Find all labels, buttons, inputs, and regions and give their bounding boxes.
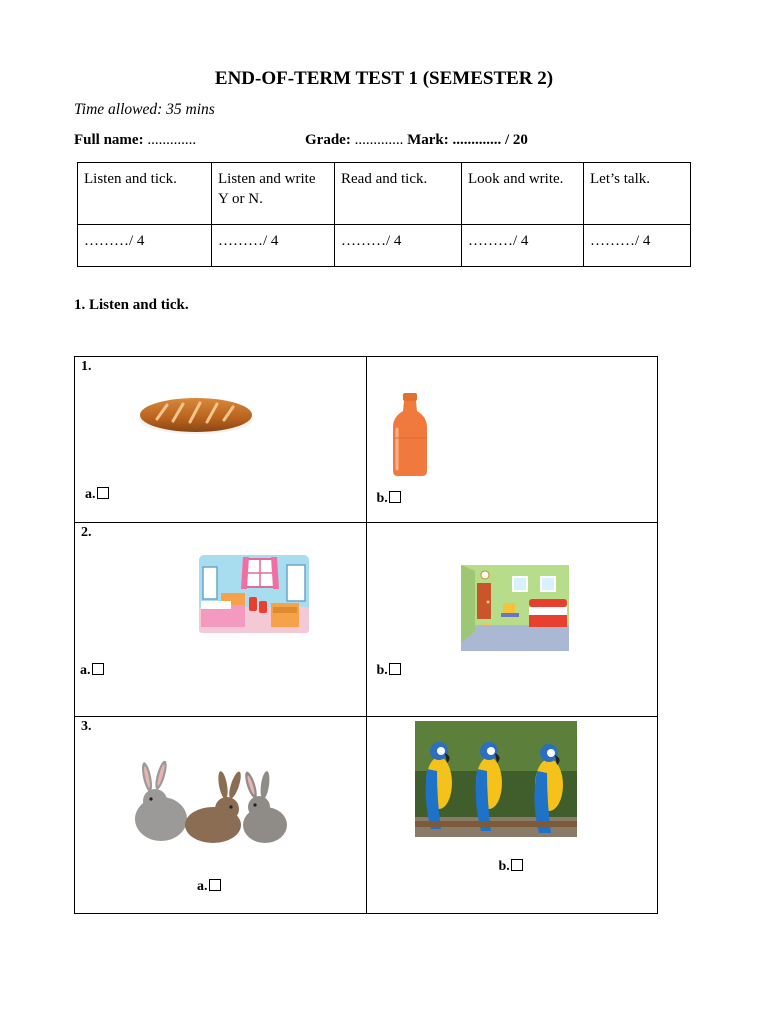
page-title: END-OF-TERM TEST 1 (SEMESTER 2) — [214, 68, 554, 89]
option-a-label: a. — [197, 879, 221, 895]
grade-label: Grade: — [305, 132, 351, 148]
mark-field: ............. / 20 — [452, 132, 528, 148]
score-table — [77, 162, 691, 267]
green-bedroom-picture — [461, 565, 569, 651]
full-name-field[interactable]: ............. — [147, 132, 197, 148]
score-cell-2[interactable]: ………/ 4 — [212, 225, 335, 267]
score-header-4: Look and write. — [462, 163, 584, 225]
parrots-picture — [415, 721, 577, 837]
grade-mark-line — [305, 132, 528, 149]
score-cell-3[interactable]: ………/ 4 — [335, 225, 462, 267]
full-name-label: Full name: — [74, 132, 144, 148]
checkbox-b[interactable] — [389, 491, 401, 503]
score-header-3: Read and tick. — [335, 163, 462, 225]
rabbits-picture — [131, 761, 291, 847]
option-a-label: a. — [85, 487, 109, 503]
item-number: 3. — [81, 719, 92, 734]
section-title: 1. Listen and tick. — [74, 297, 189, 313]
checkbox-a[interactable] — [92, 663, 104, 675]
item-3-cell-a — [75, 717, 367, 914]
time-allowed: Time allowed: 35 mins — [74, 101, 215, 118]
score-cell-4[interactable]: ………/ 4 — [462, 225, 584, 267]
full-name-line — [74, 132, 196, 149]
option-b-label: b. — [377, 663, 401, 679]
item-number: 2. — [81, 525, 92, 540]
item-2-cell-b — [366, 523, 658, 717]
item-2-cell-a — [75, 523, 367, 717]
checkbox-b[interactable] — [389, 663, 401, 675]
listen-tick-grid — [74, 356, 658, 914]
item-3-cell-b — [366, 717, 658, 914]
bread-picture — [137, 395, 255, 437]
score-header-5: Let’s talk. — [584, 163, 691, 225]
grade-field[interactable]: ............. — [354, 132, 404, 148]
score-header-1: Listen and tick. — [78, 163, 212, 225]
item-1-cell-b — [366, 357, 658, 523]
score-cell-5[interactable]: ………/ 4 — [584, 225, 691, 267]
option-b-label: b. — [499, 859, 523, 875]
checkbox-a[interactable] — [97, 487, 109, 499]
mark-label: Mark: — [407, 132, 449, 148]
item-1-cell-a — [75, 357, 367, 523]
score-header-2: Listen and write Y or N. — [212, 163, 335, 225]
checkbox-b[interactable] — [511, 859, 523, 871]
checkbox-a[interactable] — [209, 879, 221, 891]
option-b-label: b. — [377, 491, 401, 507]
option-a-label: a. — [80, 663, 104, 679]
item-number: 1. — [81, 359, 92, 374]
juice-bottle-picture — [391, 393, 429, 477]
score-cell-1[interactable]: ………/ 4 — [78, 225, 212, 267]
pink-bedroom-picture — [199, 555, 309, 633]
